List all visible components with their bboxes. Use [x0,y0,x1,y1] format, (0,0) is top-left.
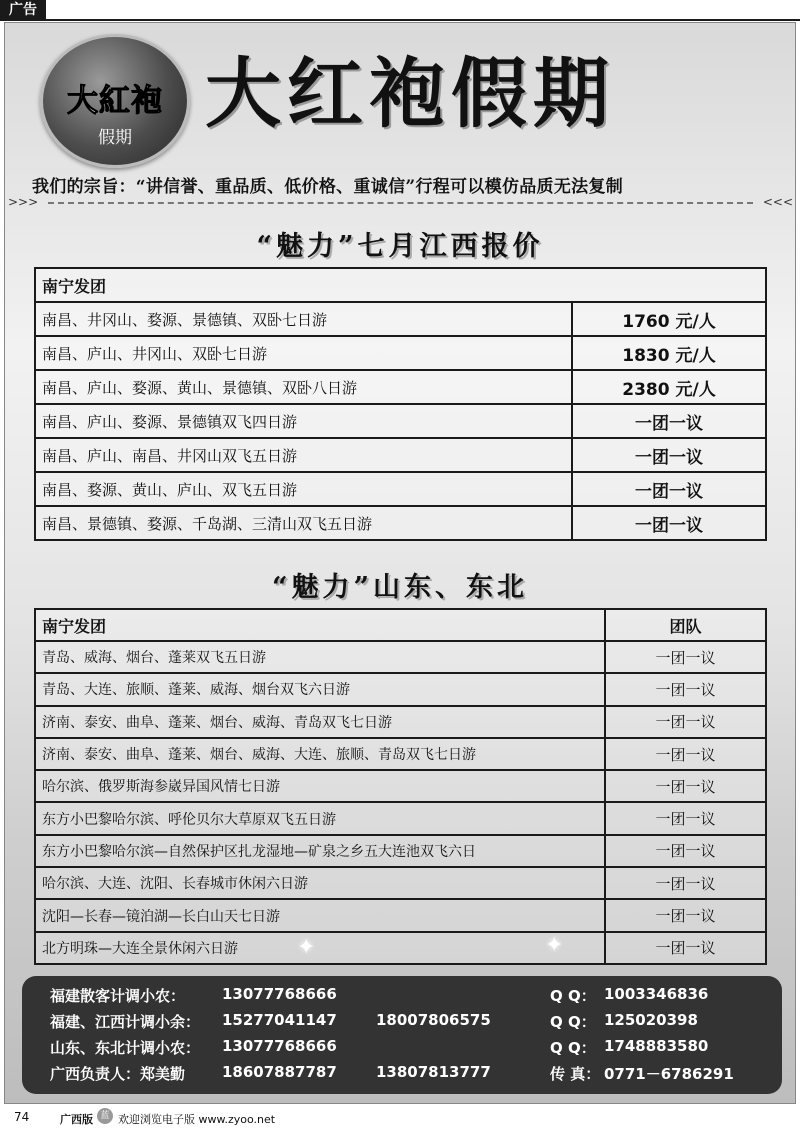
price-cell: 一团一议 [605,706,766,738]
route-cell: 南昌、婺源、黄山、庐山、双飞五日游 [35,472,572,506]
company-slogan: 我们的宗旨：“讲信誉、重品质、低价格、重诚信”行程可以模仿品质无法复制 [32,177,624,197]
contact-channel-value: 1003346836 [604,985,709,1003]
page-footer [0,1106,800,1129]
contact-channel-value: 0771－6786291 [604,1065,734,1083]
contact-row [22,1063,782,1089]
route-cell: 南昌、庐山、婺源、黄山、景德镇、双卧八日游 [35,370,572,404]
table-row [35,404,766,438]
price-cell: 一团一议 [605,641,766,673]
contact-phone: 18607887787 [222,1063,337,1081]
table-row [35,472,766,506]
sparkle-icon: ✦ [545,933,564,958]
price-cell: 一团一议 [605,899,766,931]
route-cell: 东方小巴黎哈尔滨—自然保护区扎龙湿地—矿泉之乡五大连池双飞六日 [35,835,605,867]
table-header-cell: 南宁发团 [35,609,605,641]
contact-phone-alt: 13807813777 [376,1063,491,1081]
contact-label: 广西负责人：郑美勤 [50,1065,186,1083]
table-row [35,438,766,472]
contact-channel-label: Q Q： [550,987,596,1005]
route-cell: 东方小巴黎哈尔滨、呼伦贝尔大草原双飞五日游 [35,802,605,834]
price-cell: 2380 元/人 [572,370,766,404]
table-row [35,899,766,931]
route-cell: 南昌、庐山、婺源、景德镇双飞四日游 [35,404,572,438]
price-cell: 一团一议 [605,835,766,867]
contact-row [22,1037,782,1063]
table-row [35,506,766,540]
top-rule [0,19,800,21]
price-cell: 一团一议 [572,438,766,472]
jiangxi-price-table [34,267,767,541]
route-cell: 北方明珠—大连全景休闲六日游 [35,932,605,964]
route-cell: 南昌、庐山、井冈山、双卧七日游 [35,336,572,370]
table-row [35,802,766,834]
price-cell: 一团一议 [605,867,766,899]
price-cell: 一团一议 [605,802,766,834]
section-title-jiangxi: “魅力”七月江西报价 [256,231,544,262]
contact-panel [22,976,782,1094]
contact-phone-alt: 18007806575 [376,1011,491,1029]
route-cell: 南昌、庐山、南昌、井冈山双飞五日游 [35,438,572,472]
logo-subtitle: 假期 [98,128,132,148]
price-cell: 一团一议 [605,932,766,964]
price-cell: 一团一议 [572,404,766,438]
shandong-northeast-table [34,608,767,965]
table-header-row [35,268,766,302]
dashed-divider [8,195,793,211]
table-row [35,302,766,336]
price-cell: 一团一议 [572,472,766,506]
contact-phone: 15277041147 [222,1011,337,1029]
route-cell: 南昌、井冈山、婺源、景德镇、双卧七日游 [35,302,572,336]
table-row [35,738,766,770]
logo-brand-name: 大紅袍 [67,83,163,119]
contact-label: 山东、东北计调小农： [50,1039,201,1057]
route-cell: 济南、泰安、曲阜、蓬莱、烟台、威海、青岛双飞七日游 [35,706,605,738]
website-text: 欢迎浏览电子版 www.zyoo.net [118,1113,276,1126]
price-cell: 一团一议 [605,770,766,802]
route-cell: 南昌、景德镇、婺源、千岛湖、三清山双飞五日游 [35,506,572,540]
table-row [35,336,766,370]
divider-line [48,202,753,204]
contact-channel-label: Q Q： [550,1013,596,1031]
contact-channel-value: 125020398 [604,1011,698,1029]
route-cell: 青岛、大连、旅顺、蓬莱、威海、烟台双飞六日游 [35,673,605,705]
contact-phone: 13077768666 [222,1037,337,1055]
route-cell: 青岛、威海、烟台、蓬莱双飞五日游 [35,641,605,673]
edition-label: 广西版 [60,1113,93,1126]
contact-label: 福建、江西计调小余： [50,1013,201,1031]
price-cell: 一团一议 [605,673,766,705]
table-row [35,770,766,802]
table-header-row [35,609,766,641]
table-row [35,932,766,964]
divider-right-arrows: <<< [762,195,793,209]
table-row [35,673,766,705]
contact-phone: 13077768666 [222,985,337,1003]
page-number: 74 [14,1110,30,1124]
contact-channel-label: 传 真： [550,1065,601,1083]
table-row [35,867,766,899]
table-row [35,706,766,738]
sparkle-icon: ✦ [297,935,316,960]
ad-tag: 广告 [0,0,46,20]
brand-logo [40,34,190,168]
contact-channel-label: Q Q： [550,1039,596,1057]
table-row [35,835,766,867]
contact-channel-value: 1748883580 [604,1037,709,1055]
route-cell: 沈阳—长春—镜泊湖—长白山天七日游 [35,899,605,931]
divider-left-arrows: >>> [8,195,39,209]
contact-label: 福建散客计调小农： [50,987,186,1005]
route-cell: 哈尔滨、大连、沈阳、长春城市休闲六日游 [35,867,605,899]
edition-badge-icon: 蓝 [97,1108,113,1124]
table-row [35,370,766,404]
contact-row [22,985,782,1011]
table-row [35,641,766,673]
table-header-cell: 南宁发团 [35,268,766,302]
table-header-team: 团队 [605,609,766,641]
page-headline: 大红袍假期 [205,49,615,138]
contact-row [22,1011,782,1037]
section-title-shandong-northeast: “魅力”山东、东北 [271,572,529,603]
price-cell: 1760 元/人 [572,302,766,336]
price-cell: 一团一议 [605,738,766,770]
price-cell: 1830 元/人 [572,336,766,370]
route-cell: 济南、泰安、曲阜、蓬莱、烟台、威海、大连、旅顺、青岛双飞七日游 [35,738,605,770]
route-cell: 哈尔滨、俄罗斯海参崴异国风情七日游 [35,770,605,802]
price-cell: 一团一议 [572,506,766,540]
